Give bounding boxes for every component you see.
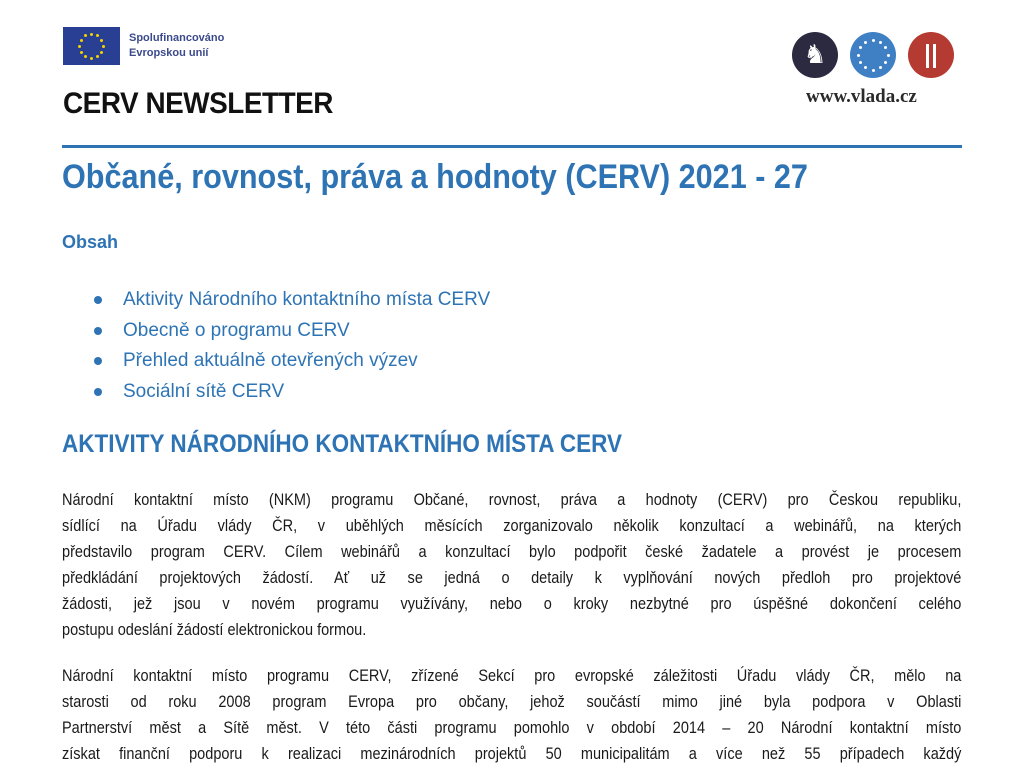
star-icon: [887, 54, 890, 57]
bullet-icon: [94, 296, 102, 304]
eu-logo-line2: Evropskou unií: [129, 47, 209, 59]
star-icon: [90, 57, 93, 60]
eu-flag-icon: [63, 27, 120, 65]
eu-logo-text: [129, 31, 224, 61]
czech-lion-icon: ♞: [792, 32, 838, 78]
paragraph-line: sídlící na Úřadu vlády ČR, v uběhlých měsících zorganizovalo několik konzultací a webinářů, na kterých: [62, 517, 962, 535]
star-icon: [864, 41, 867, 44]
star-icon: [879, 41, 882, 44]
star-icon: [879, 66, 882, 69]
eu-cofunded-logo: [63, 27, 224, 65]
government-logos: [792, 32, 954, 78]
section-heading: AKTIVITY NÁRODNÍHO KONTAKTNÍHO MÍSTA CERV: [62, 430, 623, 458]
toc-item[interactable]: [94, 377, 490, 408]
star-icon: [84, 55, 87, 58]
paragraph-line: představilo program CERV. Cílem webinářů a konzultací bylo podpořit české žadatele a provést je procesem: [62, 543, 962, 561]
toc-item-label[interactable]: Obecně o programu CERV: [123, 319, 350, 341]
paragraph-line: Národní kontaktní místo (NKM) programu Občané, rovnost, práva a hodnoty (CERV) pro Českou republiku,: [62, 491, 962, 509]
star-icon: [96, 34, 99, 37]
bullet-icon: [94, 388, 102, 396]
gov-website-link[interactable]: www.vlada.cz: [806, 86, 917, 107]
toc-item[interactable]: [94, 346, 490, 377]
star-icon: [872, 39, 875, 42]
eu-logo-line1: Spolufinancováno: [129, 32, 225, 44]
star-icon: [100, 51, 103, 54]
star-icon: [857, 54, 860, 57]
toc-item-label[interactable]: Aktivity Národního kontaktního místa CERV: [123, 289, 491, 311]
star-icon: [102, 45, 105, 48]
eu-stars-icon: [850, 32, 896, 78]
toc-item-label[interactable]: Sociální sítě CERV: [123, 380, 285, 402]
newsletter-title: CERV NEWSLETTER: [63, 87, 333, 120]
header-divider: [62, 145, 962, 148]
paragraph-2: [62, 663, 962, 767]
star-icon: [884, 61, 887, 64]
paragraph-1: [62, 487, 962, 643]
toc-item-label[interactable]: Přehled aktuálně otevřených výzev: [123, 350, 418, 372]
paragraph-line: předkládání projektových žádostí. Ať už se jedná o detaily k vyplňování nových předloh pro projektové: [62, 569, 962, 587]
government-emblem-icon: [908, 32, 954, 78]
page-title: Občané, rovnost, práva a hodnoty (CERV) 2021 - 27: [62, 158, 808, 196]
star-icon: [859, 61, 862, 64]
paragraph-line: starosti od roku 2008 program Evropa pro občany, jehož součástí mimo jiné byla podpora v Oblasti: [62, 693, 962, 711]
bullet-icon: [94, 327, 102, 335]
star-icon: [864, 66, 867, 69]
star-icon: [859, 46, 862, 49]
star-icon: [80, 39, 83, 42]
paragraph-line: Národní kontaktní místo programu CERV, zřízené Sekcí pro evropské záležitosti Úřadu vlády ČR, mělo na: [62, 667, 962, 685]
star-icon: [872, 69, 875, 72]
table-of-contents: [94, 285, 490, 407]
star-icon: [96, 55, 99, 58]
paragraph-line: Partnerství měst a Sítě měst. V této části programu pomohlo v období 2014 – 20 Národní kontaktní místo: [62, 719, 962, 737]
star-icon: [80, 51, 83, 54]
contents-heading: Obsah: [62, 232, 119, 252]
star-icon: [100, 39, 103, 42]
star-icon: [84, 34, 87, 37]
star-icon: [90, 33, 93, 36]
toc-item[interactable]: [94, 316, 490, 347]
paragraph-line: postupu odeslání žádostí elektronickou formou.: [62, 621, 367, 639]
paragraph-line: získat finanční podporu k realizaci mezinárodních projektů 50 municipalitám a více než 55 případech každý: [62, 745, 962, 763]
bullet-icon: [94, 357, 102, 365]
toc-item[interactable]: [94, 285, 490, 316]
star-icon: [884, 46, 887, 49]
star-icon: [78, 45, 81, 48]
paragraph-line: žádosti, jež jsou v novém programu využívány, nebo o kroky nezbytné pro úspěšné dokončení celého: [62, 595, 962, 613]
